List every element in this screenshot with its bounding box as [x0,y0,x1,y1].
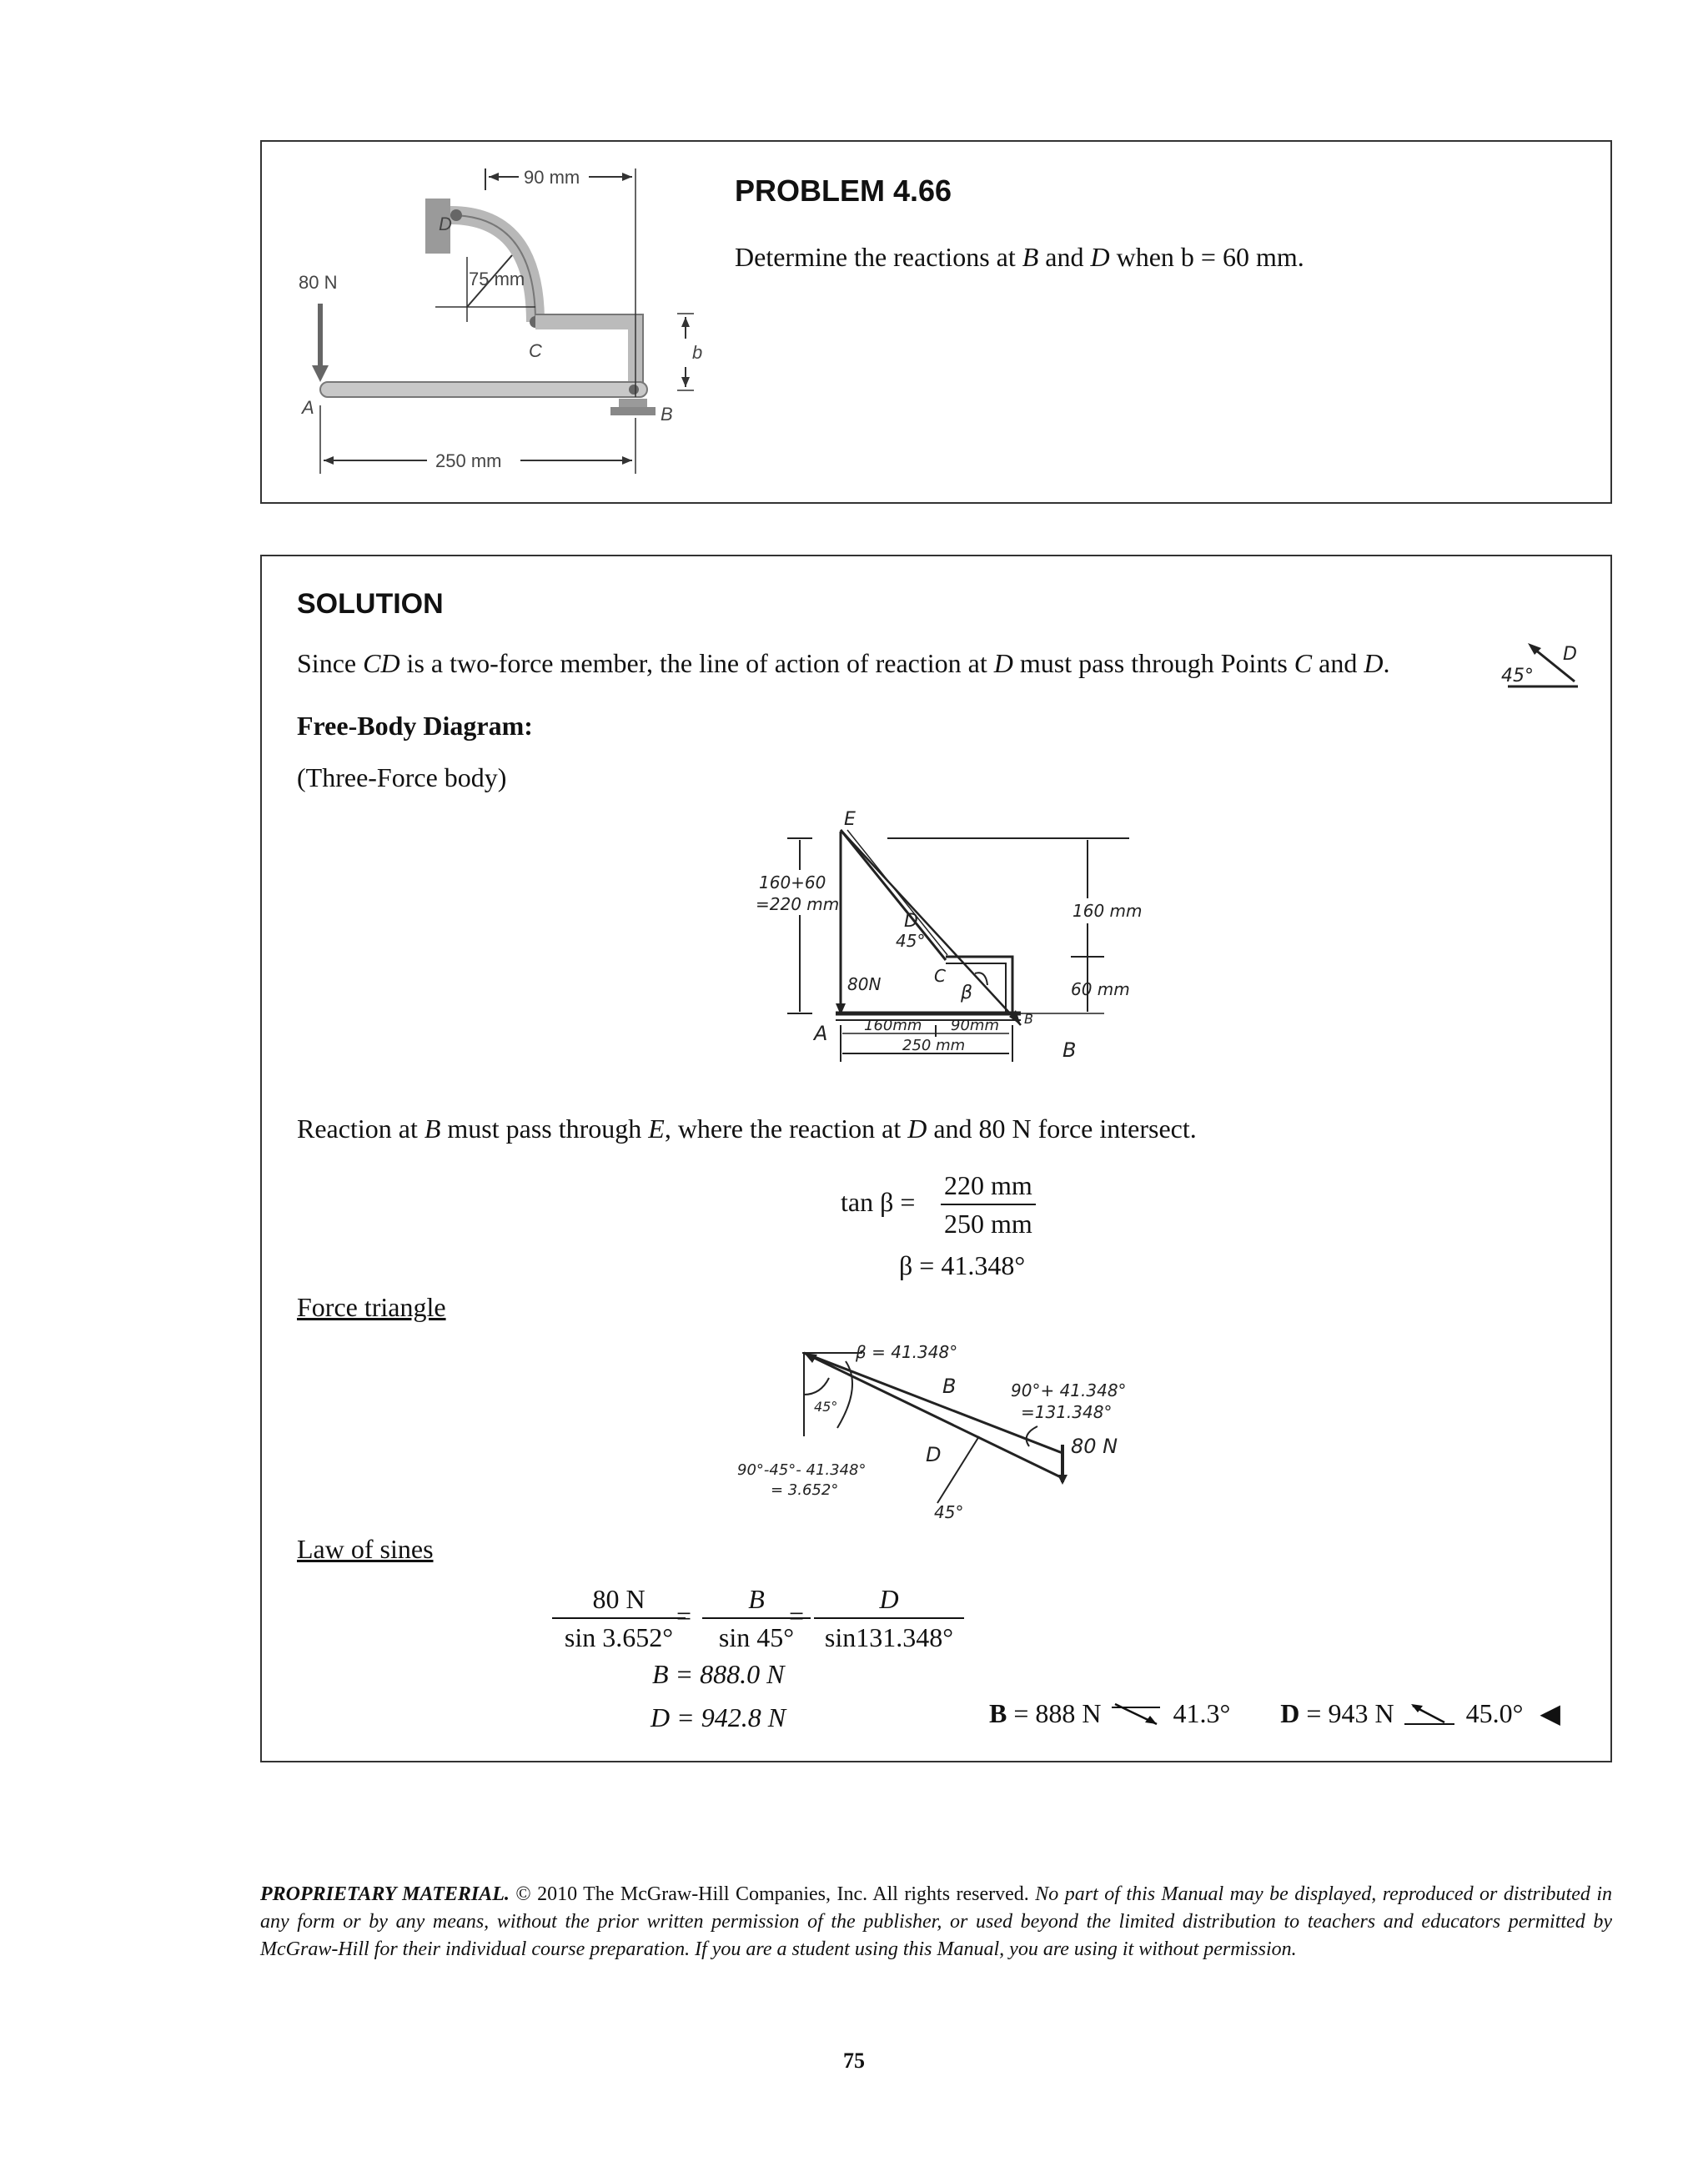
fbd-label-b1: B [1024,1011,1033,1027]
answer-b-angle: 41.3° [1173,1698,1231,1728]
intro-sketch-angle: 45° [1501,666,1534,686]
tan-beta-lhs: tan β = [841,1187,916,1217]
statement-when: when [1109,242,1181,272]
fbd-line-ed [841,830,946,960]
tan-beta-denominator: 250 mm [944,1209,1032,1239]
sines-den-3: sin131.348° [824,1622,954,1652]
intro-cd: CD [363,648,400,678]
answer-end-marker: ◀ [1540,1698,1560,1728]
intro-end: . [1383,648,1390,678]
reaction-text-1: Reaction at [297,1114,424,1144]
dim-75-label: 75 mm [469,269,525,289]
reaction-d: D [907,1114,927,1144]
fbd-angle: 45° [896,931,926,951]
dim-250-label: 250 mm [435,450,502,471]
fbd-dim-left-1: 160+60 [759,872,826,892]
sines-den-2: sin 45° [718,1622,795,1652]
solution-heading: SOLUTION [297,588,444,620]
intro-text-2: is a two-force member, the line of action of reaction at [399,648,994,678]
solution-intro [297,648,1389,679]
fbd-subheading: (Three-Force body) [297,762,507,792]
intro-c: C [1294,648,1313,678]
force-label: 80 N [299,272,338,293]
fbd-line-eb [841,830,1021,1025]
answer-d-direction-icon [1401,1701,1459,1727]
free-body-diagram [737,807,1154,1090]
sines-den-1: sin 3.652° [564,1622,674,1652]
footer-copyright-text: © 2010 The McGraw-Hill Companies, Inc. All rights reserved. [509,1883,1036,1905]
label-b: B [661,404,673,425]
problem-statement [735,242,1304,273]
fbd-label-d: D [904,911,918,932]
sines-fraction-3 [814,1581,964,1656]
label-b-dim: b [692,342,703,363]
reaction-text-2: must pass through [440,1114,649,1144]
answer-b-direction-icon [1108,1701,1167,1727]
fbd-label-b2: B [1062,1038,1077,1062]
intro-sketch [1498,640,1590,698]
sines-d: D [879,1584,899,1614]
fbd-dim-160b: 160mm [864,1017,922,1034]
triangle-force: 80 N [1071,1435,1118,1458]
fbd-dim-160: 160 mm [1073,901,1143,921]
fbd-force-label: 80N [847,974,882,994]
fbd-dim-90: 90mm [951,1017,999,1034]
statement-var-d: D [1090,242,1110,272]
reaction-text-3: , where the reaction at [664,1114,908,1144]
problem-title: PROBLEM 4.66 [735,173,952,208]
d-result: D = 942.8 N [651,1702,786,1732]
fbd-heading: Free-Body Diagram: [297,711,533,741]
beta-result: β = 41.348° [899,1250,1026,1280]
triangle-angle-diff-1: 90°-45°- 41.348° [737,1461,867,1479]
force-triangle-heading: Force triangle [297,1292,446,1322]
intro-text-1: Since [297,648,364,678]
triangle-label-d: D [926,1443,942,1466]
answer-d-label: D [1280,1698,1300,1728]
fbd-label-a: A [814,1022,828,1045]
answer-d-angle: 45.0° [1465,1698,1524,1728]
fbd-dim-60: 60 mm [1071,979,1130,999]
statement-condition: b = 60 mm. [1180,242,1304,272]
solution-box [260,555,1612,1762]
problem-box [260,140,1612,504]
sines-num-3 [814,1581,964,1619]
pin-d [450,209,462,221]
fbd-dim-250: 250 mm [902,1037,966,1054]
fbd-dim-left-2: =220 mm [756,894,840,914]
footer-lead: PROPRIETARY MATERIAL. [260,1883,510,1905]
triangle-beta: β = 41.348° [856,1342,958,1362]
intro-text-3: must pass through Points [1012,648,1294,678]
reaction-text-4: and 80 N force intersect. [927,1114,1197,1144]
support-b [619,399,647,407]
bracket-member [535,322,635,389]
statement-text: Determine the reactions at [735,242,1022,272]
intro-d: D [993,648,1013,678]
triangle-angle-sum-2: =131.348° [1021,1402,1113,1422]
sines-equals-1: = [676,1601,692,1631]
triangle-angle-sum-1: 90°+ 41.348° [1011,1380,1127,1400]
statement-var-b: B [1022,242,1039,272]
reaction-b: B [424,1114,441,1144]
footer-notice: No part of this Manual may be displayed, reproduced or distributed in any form or by any means, without the prior written permission of the publisher, or used beyond the limited distribution to teachers and educators permitted by McGraw-Hill for their individual course preparation. If you are a student using this Manual, you are using it without permission. [260,1883,1612,1960]
intro-sketch-d: D [1563,644,1577,665]
reaction-e: E [648,1114,665,1144]
sines-num-1: 80 N [552,1581,686,1619]
tan-beta-numerator: 220 mm [941,1167,1036,1205]
answer-d-value: = 943 N [1299,1698,1394,1728]
dim-90-label: 90 mm [524,167,580,188]
force-triangle-diagram [737,1336,1204,1520]
problem-figure [285,163,969,497]
b-result: B = 888.0 N [652,1659,785,1689]
tan-beta-fraction [941,1167,1036,1242]
triangle-angle-diff-2: = 3.652° [771,1481,839,1499]
label-c: C [529,340,542,361]
triangle-label-b: B [942,1375,957,1398]
sines-fraction-1 [552,1581,686,1656]
bar-ab [320,382,647,397]
sines-equals-2: = [789,1601,805,1631]
intro-and: and [1312,648,1364,678]
fbd-beta: β [961,983,973,1003]
final-answer [989,1697,1560,1729]
law-of-sines-heading: Law of sines [297,1534,434,1564]
statement-and: and [1038,242,1091,272]
pin-b [629,385,639,395]
footer-copyright [260,1881,1612,1963]
answer-b-label: B [989,1698,1007,1728]
intro-d2: D [1364,648,1384,678]
fbd-label-e: E [844,809,856,830]
label-a: A [302,397,314,418]
triangle-angle-45: 45° [814,1399,838,1415]
page-number: 75 [843,2049,865,2073]
answer-b-value: = 888 N [1007,1698,1102,1728]
sines-b: B [748,1584,765,1614]
label-d: D [439,214,452,234]
reaction-text [297,1114,1197,1144]
triangle-angle-45b: 45° [934,1502,964,1520]
fbd-label-c: C [934,966,946,986]
